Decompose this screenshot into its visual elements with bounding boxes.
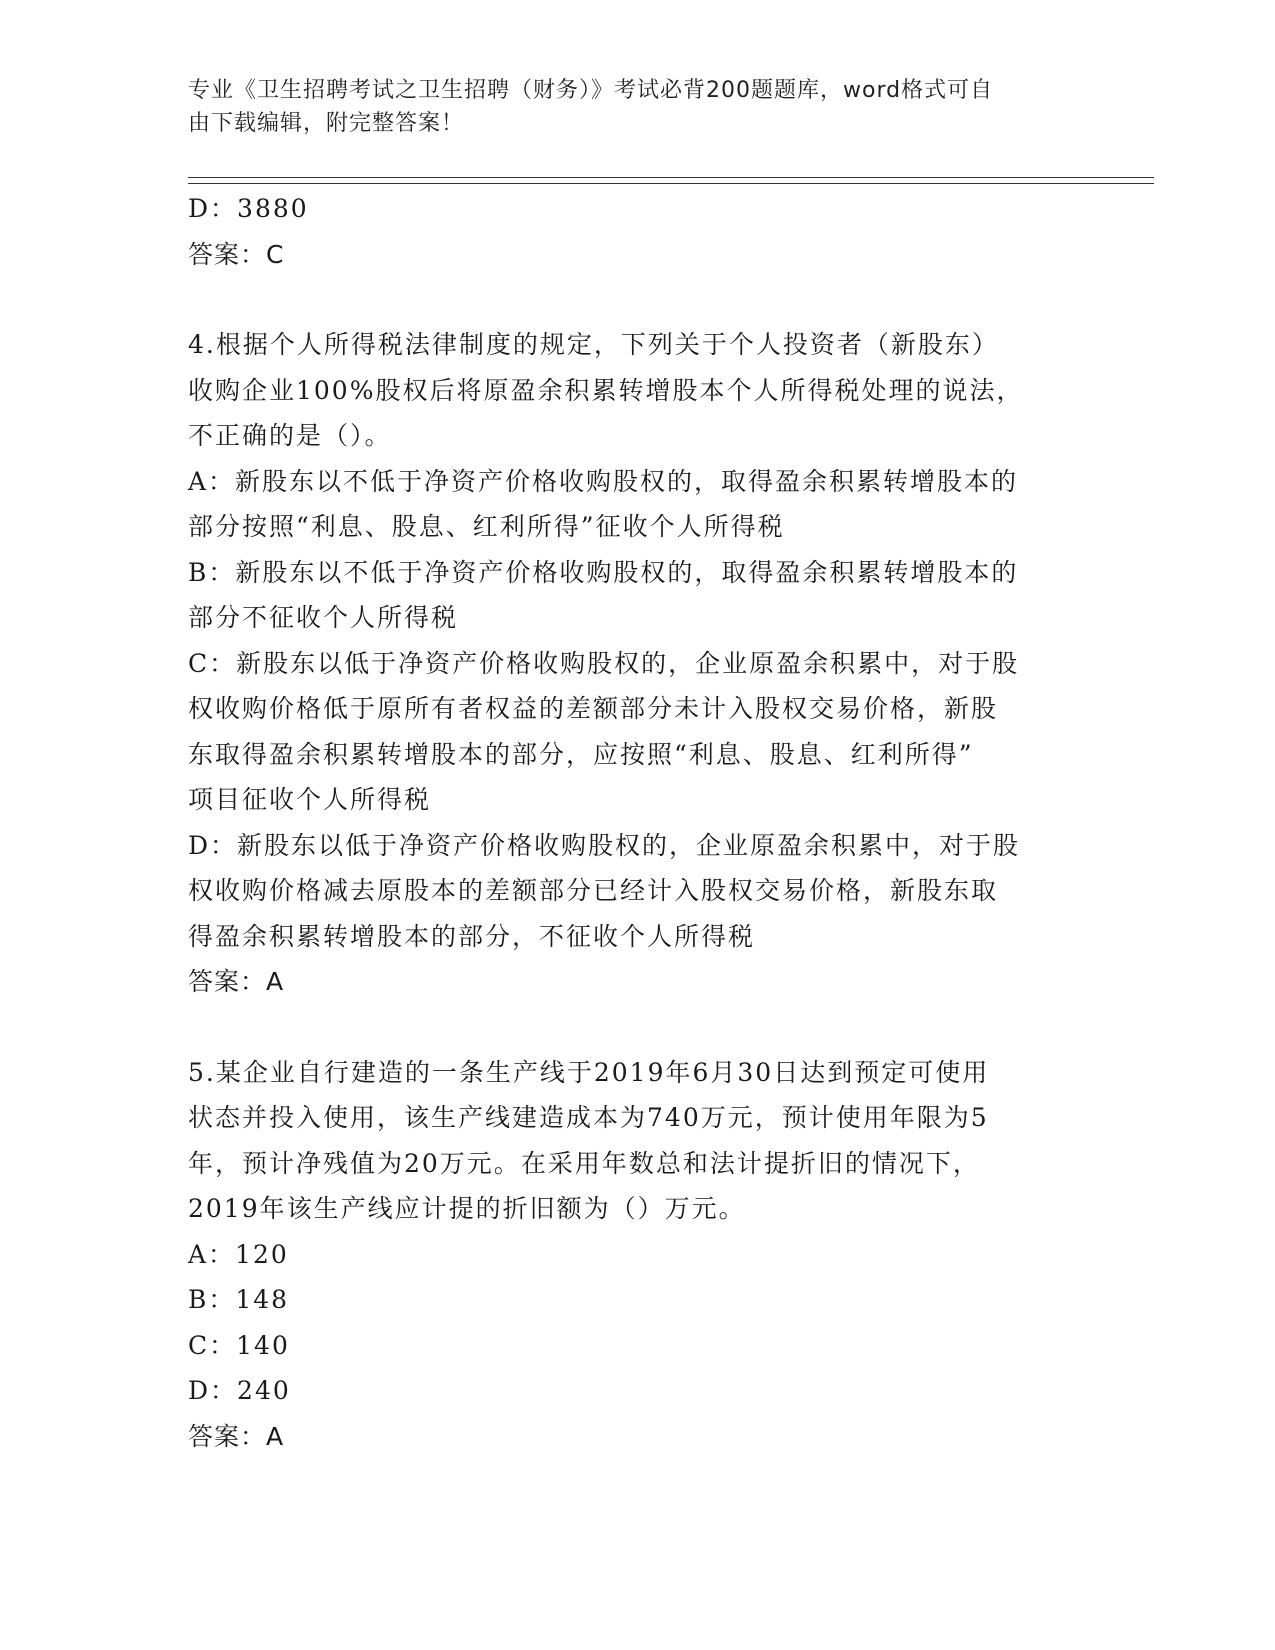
header-title-line-2: 由下载编辑，附完整答案！ [188, 111, 465, 136]
question-4-option-c-line: C：新股东以低于净资产价格收购股权的，企业原盈余积累中，对于股 [188, 648, 1020, 678]
question-5-stem-line: 5.某企业自行建造的一条生产线于2019年6月30日达到预定可使用 [188, 1057, 990, 1087]
question-5-stem-line: 年，预计净残值为20万元。在采用年数总和法计提折旧的情况下， [188, 1148, 980, 1178]
question-4-option-c-line: 权收购价格低于原所有者权益的差额部分未计入股权交易价格，新股 [188, 694, 999, 723]
question-5-option-b: B：148 [188, 1285, 290, 1314]
question-5-option-c: C：140 [188, 1330, 290, 1360]
question-5-option-d: D：240 [188, 1376, 291, 1405]
question-4-option-b-line: B：新股东以不低于净资产价格收购股权的，取得盈余积累转增股本的 [188, 557, 1019, 587]
question-5-stem-line: 状态并投入使用，该生产线建造成本为740万元，预计使用年限为5 [188, 1103, 989, 1132]
question-5 [188, 1050, 1088, 1460]
question-4 [188, 322, 1088, 1005]
question-4-option-d-line: D：新股东以低于净资产价格收购股权的，企业原盈余积累中，对于股 [188, 830, 1021, 860]
question-4-stem-line: 4.根据个人所得税法律制度的规定，下列关于个人投资者（新股东） [188, 330, 999, 359]
header-divider-bottom [188, 183, 1154, 184]
header-divider-top [188, 177, 1154, 178]
question-content [188, 186, 1088, 1459]
prev-question-option-d: D：3880 [188, 194, 309, 223]
question-4-option-d-line: 权收购价格减去原股本的差额部分已经计入股权交易价格，新股东取 [188, 876, 999, 905]
question-5-stem-line: 2019年该生产线应计提的折旧额为（）万元。 [188, 1194, 746, 1223]
spacer [188, 1005, 1088, 1050]
question-4-option-a-line: A：新股东以不低于净资产价格收购股权的，取得盈余积累转增股本的 [188, 466, 1019, 496]
question-5-option-a: A：120 [188, 1239, 289, 1269]
question-4-option-c-line: 东取得盈余积累转增股本的部分，应按照“利息、股息、红利所得” [188, 739, 974, 769]
question-4-option-a-line: 部分按照“利息、股息、红利所得”征收个人所得税 [188, 512, 785, 541]
question-4-option-c-line: 项目征收个人所得税 [188, 785, 432, 814]
prev-question-answer: 答案：C [188, 239, 285, 269]
question-4-stem-line: 收购企业100%股权后将原盈余积累转增股本个人所得税处理的说法， [188, 375, 1024, 405]
header-title-line-1: 专业《卫生招聘考试之卫生招聘（财务）》考试必背200题题库，word格式可自 [188, 78, 994, 103]
question-4-answer: 答案：A [188, 967, 285, 996]
question-4-stem-line: 不正确的是（）。 [188, 421, 392, 450]
question-4-option-b-line: 部分不征收个人所得税 [188, 603, 459, 632]
question-4-option-d-line: 得盈余积累转增股本的部分，不征收个人所得税 [188, 921, 756, 951]
document-header [188, 74, 1068, 140]
question-5-answer: 答案：A [188, 1421, 285, 1451]
spacer [188, 277, 1088, 322]
